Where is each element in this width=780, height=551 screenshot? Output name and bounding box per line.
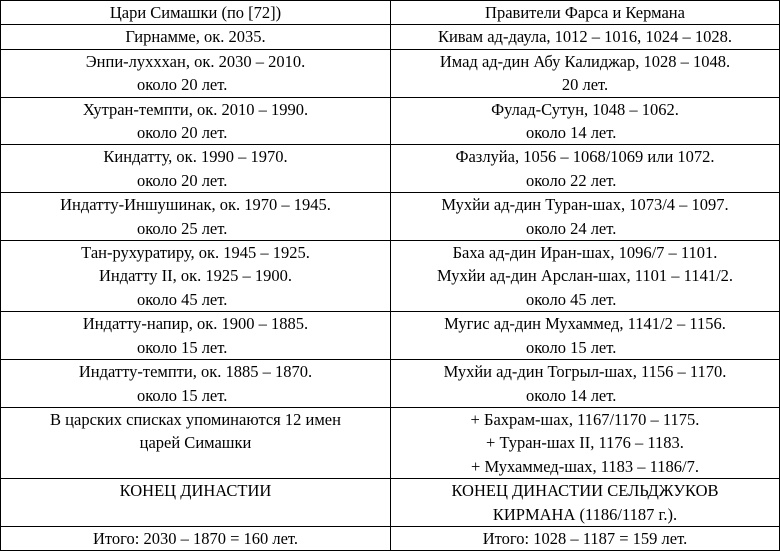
- left-cell: [1, 49, 391, 97]
- ruler-line: Киндатту, ок. 1990 – 1970.: [103, 147, 288, 167]
- note-line: царей Симашки: [139, 433, 252, 453]
- table-row: [1, 25, 780, 49]
- duration-line: около 25 лет.: [137, 218, 228, 238]
- ruler-line: Тан-рухуратиру, ок. 1945 – 1925.: [81, 243, 310, 263]
- ruler-line: Фазлуйа, 1056 – 1068/1069 или 1072.: [455, 147, 715, 167]
- table-row: [1, 193, 780, 241]
- ruler-line: Гирнамме, ок. 2035.: [125, 27, 266, 47]
- right-cell: [391, 241, 780, 312]
- ruler-line: Хутран-темпти, ок. 2010 – 1990.: [82, 99, 309, 119]
- header-left: Цари Симашки (по [72]): [109, 3, 282, 22]
- duration-line: около 22 лет.: [526, 170, 617, 190]
- total-cell-right: [391, 526, 780, 550]
- note-line: В царских списках упоминаются 12 имен: [50, 409, 341, 429]
- left-cell: [1, 241, 391, 312]
- ruler-line: Индатту-темпти, ок. 1885 – 1870.: [78, 362, 313, 382]
- ruler-line: + Мухаммед-шах, 1183 – 1186/7.: [471, 456, 699, 476]
- table-row: [1, 49, 780, 97]
- right-cell: [391, 360, 780, 408]
- duration-line: около 20 лет.: [137, 170, 228, 190]
- left-cell: [1, 407, 391, 478]
- duration-line: около 15 лет.: [526, 337, 617, 357]
- dynasty-end-line: КОНЕЦ ДИНАСТИИ: [119, 481, 272, 501]
- ruler-line: Индатту II, ок. 1925 – 1900.: [99, 266, 292, 286]
- right-cell: [391, 49, 780, 97]
- ruler-line: Индатту-Иншушинак, ок. 1970 – 1945.: [60, 195, 331, 215]
- duration-line: около 14 лет.: [526, 123, 617, 143]
- duration-line: около 20 лет.: [137, 75, 228, 95]
- left-cell: [1, 360, 391, 408]
- ruler-line: Мухйи ад-дин Тогрыл-шах, 1156 – 1170.: [443, 362, 727, 382]
- table-row: [1, 407, 780, 478]
- ruler-line: + Бахрам-шах, 1167/1170 – 1175.: [470, 409, 700, 429]
- table-row: [1, 479, 780, 527]
- header-right: Правители Фарса и Кермана: [485, 3, 685, 22]
- duration-line: около 14 лет.: [526, 385, 617, 405]
- ruler-line: Индатту-напир, ок. 1900 – 1885.: [82, 314, 309, 334]
- total-right: Итого: 1028 – 1187 = 159 лет.: [482, 528, 688, 548]
- left-cell: [1, 145, 391, 193]
- duration-line: 20 лет.: [561, 75, 609, 95]
- ruler-line: + Туран-шах II, 1176 – 1183.: [486, 433, 684, 453]
- right-cell: [391, 193, 780, 241]
- right-cell: [391, 312, 780, 360]
- total-cell-left: [1, 526, 391, 550]
- ruler-line: Мухйи ад-дин Арслан-шах, 1101 – 1141/2.: [436, 266, 734, 286]
- right-cell: [391, 407, 780, 478]
- ruler-line: Кивам ад-даула, 1012 – 1016, 1024 – 1028.: [437, 27, 733, 47]
- right-cell: [391, 25, 780, 49]
- left-cell: [1, 312, 391, 360]
- totals-row: [1, 526, 780, 550]
- left-cell: [1, 97, 391, 145]
- table-row: [1, 312, 780, 360]
- right-cell: [391, 479, 780, 527]
- table-header-row: [1, 1, 780, 25]
- duration-line: около 15 лет.: [137, 385, 228, 405]
- ruler-line: Фулад-Сутун, 1048 – 1062.: [491, 99, 679, 119]
- table-row: [1, 97, 780, 145]
- duration-line: около 20 лет.: [137, 123, 228, 143]
- right-cell: [391, 145, 780, 193]
- duration-line: около 15 лет.: [137, 337, 228, 357]
- duration-line: около 45 лет.: [526, 289, 617, 309]
- duration-line: около 45 лет.: [137, 289, 228, 309]
- total-left: Итого: 2030 – 1870 = 160 лет.: [92, 528, 299, 548]
- right-cell: [391, 97, 780, 145]
- ruler-line: Имад ад-дин Абу Калиджар, 1028 – 1048.: [439, 51, 731, 71]
- ruler-line: Энпи-лухххан, ок. 2030 – 2010.: [85, 51, 306, 71]
- header-cell-right: [391, 1, 780, 25]
- ruler-line: Мухйи ад-дин Туран-шах, 1073/4 – 1097.: [441, 195, 729, 215]
- left-cell: [1, 193, 391, 241]
- left-cell: [1, 479, 391, 527]
- ruler-line: Мугис ад-дин Мухаммед, 1141/2 – 1156.: [444, 314, 726, 334]
- table-row: [1, 360, 780, 408]
- ruler-line: Баха ад-дин Иран-шах, 1096/7 – 1101.: [452, 243, 718, 263]
- dynasty-end-line: КИРМАНА (1186/1187 г.).: [492, 504, 678, 524]
- header-cell-left: [1, 1, 391, 25]
- duration-line: около 24 лет.: [526, 218, 617, 238]
- table-row: [1, 145, 780, 193]
- left-cell: [1, 25, 391, 49]
- dynasty-end-line: КОНЕЦ ДИНАСТИИ СЕЛЬДЖУКОВ: [451, 481, 719, 501]
- table-row: [1, 241, 780, 312]
